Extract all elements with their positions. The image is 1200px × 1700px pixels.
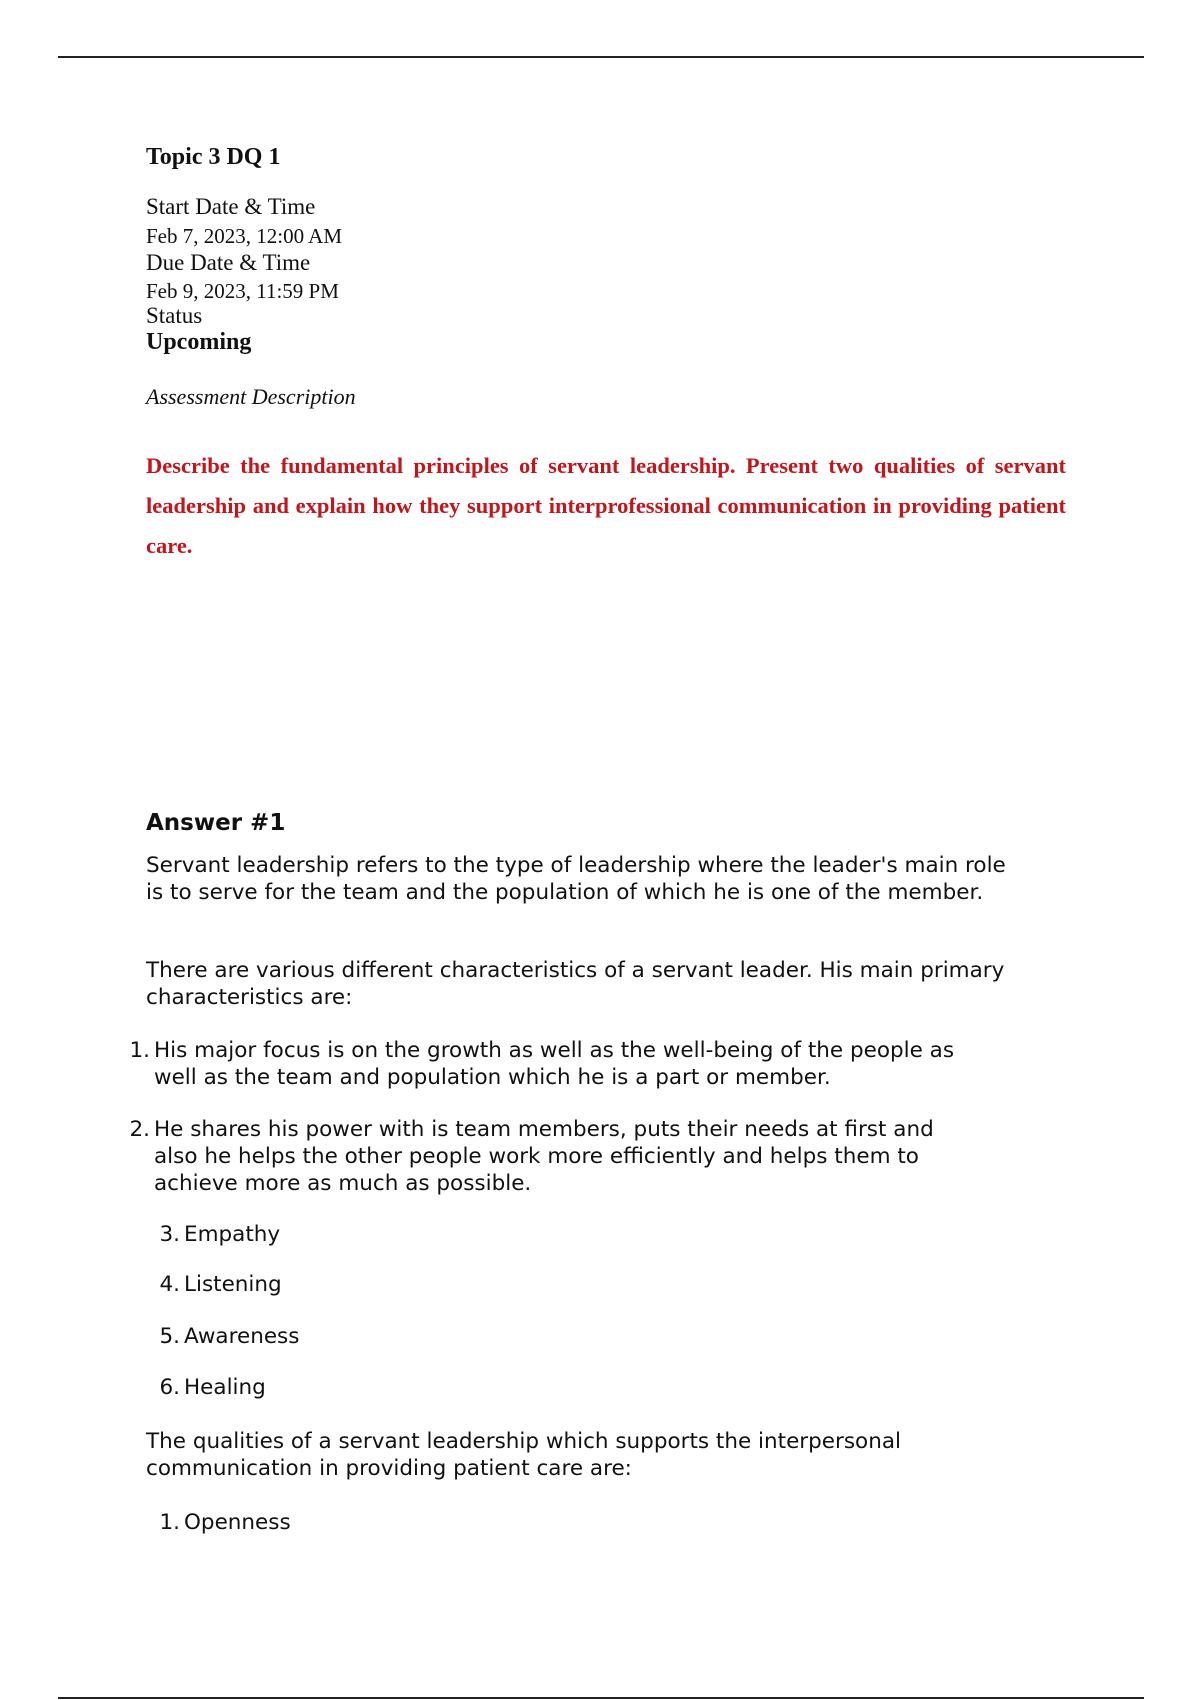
characteristics-intro: There are various different characteristics of a servant leader. His main primary characteristics are:	[146, 958, 1005, 1010]
due-date-value: Feb 9, 2023, 11:59 PM	[146, 279, 339, 303]
start-date-value: Feb 7, 2023, 12:00 AM	[146, 224, 343, 248]
due-date-label: Due Date & Time	[146, 250, 311, 275]
answer-title: Answer #1	[146, 810, 286, 836]
list-item-text: He shares his power with is team members, puts their needs at first and also he helps the other people work more efficiently and helps them to achieve more as much as possible.	[154, 1117, 934, 1196]
top-rule	[58, 56, 1144, 58]
assessment-description-title: Assessment Description	[146, 384, 356, 409]
list-item-text: Listening	[184, 1272, 282, 1297]
status-label: Status	[146, 303, 203, 328]
list-item-number: 2.	[129, 1117, 150, 1142]
list-item-text: Empathy	[184, 1222, 281, 1247]
list-item-number: 4.	[159, 1272, 180, 1297]
list-item-text: Healing	[184, 1375, 266, 1400]
bottom-rule	[58, 1697, 1144, 1699]
list-item-text: Openness	[184, 1510, 291, 1535]
qualities-intro: The qualities of a servant leadership which supports the interpersonal communication in providing patient care are:	[146, 1429, 901, 1481]
list-item-number: 1.	[129, 1038, 150, 1063]
assessment-prompt: Describe the fundamental principles of servant leadership. Present two qualities of servant leadership and explain how they support interprofessional communication in providing patient care.	[146, 453, 1066, 558]
list-item-text: His major focus is on the growth as well as the well-being of the people as well as the team and population which he is a part or member.	[154, 1038, 955, 1090]
list-item-number: 5.	[159, 1324, 180, 1349]
status-value: Upcoming	[146, 329, 252, 355]
list-item-number: 6.	[159, 1375, 180, 1400]
start-date-label: Start Date & Time	[146, 194, 316, 219]
answer-intro: Servant leadership refers to the type of leadership where the leader's main role is to serve for the team and the population of which he is one of the member.	[146, 853, 1006, 905]
list-item-number: 1.	[159, 1510, 180, 1535]
list-item-text: Awareness	[184, 1324, 300, 1349]
topic-title: Topic 3 DQ 1	[146, 144, 281, 170]
list-item-number: 3.	[159, 1222, 180, 1247]
